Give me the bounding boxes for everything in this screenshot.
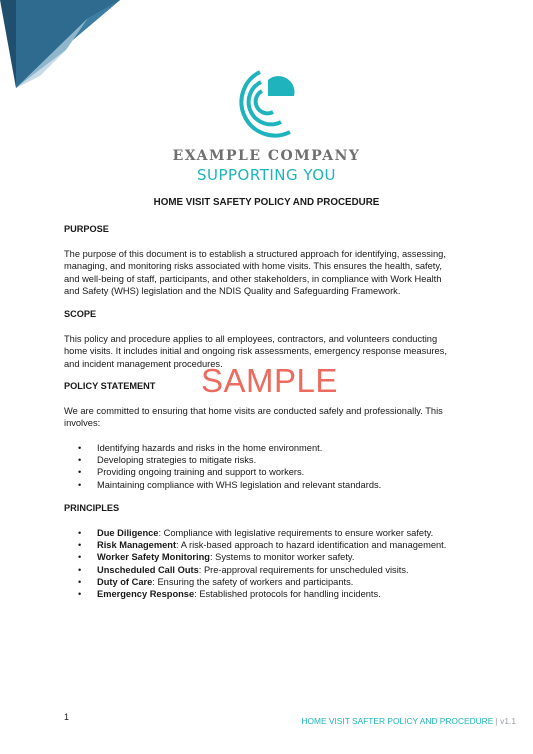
- company-tagline: SUPPORTING YOU: [196, 166, 337, 184]
- scope-line: and incident management procedures.: [64, 358, 223, 369]
- list-item: • Providing ongoing training and support to workers.: [64, 466, 484, 478]
- sample-watermark: SAMPLE: [201, 362, 338, 399]
- list-item: [64, 527, 484, 539]
- purpose-line: The purpose of this document is to establish a structured approach for identifying, assessing,: [64, 249, 446, 259]
- policy-line: involves:: [64, 418, 101, 429]
- list-item: [64, 539, 484, 551]
- scope-heading: SCOPE: [64, 309, 97, 319]
- footer-doc-title: HOME VISIT SAFTER POLICY AND PROCEDURE: [301, 716, 494, 726]
- purpose-line: managing, and monitoring risks associated with home visits. This ensures the health, safety,: [64, 261, 442, 272]
- list-item: [64, 564, 484, 576]
- concentric-arc-logo-icon: [234, 66, 298, 138]
- document-title: HOME VISIT SAFETY POLICY AND PROCEDURE: [153, 197, 380, 208]
- list-item: [64, 576, 484, 588]
- principles-heading: PRINCIPLES: [64, 503, 120, 513]
- principle-term: Worker Safety Monitoring: [97, 552, 210, 563]
- list-item: • Identifying hazards and risks in the home environment.: [64, 442, 484, 454]
- policy-line: We are committed to ensuring that home visits are conducted safely and professionally. This: [64, 406, 443, 416]
- principles-bullet-list: [64, 527, 484, 600]
- purpose-heading: PURPOSE: [64, 224, 109, 234]
- footer-title: [301, 716, 516, 726]
- principle-text: : Ensuring the safety of workers and participants.: [152, 576, 354, 587]
- policy-statement-paragraph: [64, 405, 469, 430]
- purpose-line: and well-being of staff, participants, and other stakeholders, in compliance with Work Health: [64, 273, 442, 284]
- purpose-paragraph: [64, 248, 469, 298]
- policy-bullet-list: [64, 442, 484, 491]
- page-number: 1: [64, 712, 70, 722]
- principle-text: : Compliance with legislative requirements to ensure worker safety.: [158, 528, 434, 538]
- principle-term: Risk Management: [97, 540, 177, 551]
- policy-statement-heading: POLICY STATEMENT: [64, 381, 156, 391]
- principle-text: : Established protocols for handling incidents.: [194, 589, 381, 600]
- list-item: [64, 588, 484, 600]
- principle-term: Emergency Response: [97, 589, 195, 600]
- footer-version: v1.1: [500, 716, 516, 726]
- principle-term: Due Diligence: [97, 528, 159, 538]
- list-item: • Developing strategies to mitigate risks.: [64, 454, 484, 466]
- principle-term: Unscheduled Call Outs: [97, 564, 199, 575]
- scope-line: This policy and procedure applies to all employees, contractors, and volunteers conducting: [64, 334, 438, 344]
- list-item: • Maintaining compliance with WHS legislation and relevant standards.: [64, 479, 484, 491]
- principle-text: : Pre-approval requirements for unscheduled visits.: [198, 564, 409, 575]
- principle-text: : Systems to monitor worker safety.: [209, 552, 355, 563]
- purpose-line: and Safety (WHS) legislation and the NDIS Quality and Safeguarding Framework.: [64, 286, 401, 297]
- principle-text: : A risk-based approach to hazard identification and management.: [176, 540, 447, 551]
- scope-line: home visits. It includes initial and ongoing risk assessments, emergency response measures,: [64, 346, 447, 357]
- principle-term: Duty of Care: [97, 576, 153, 587]
- footer-separator: |: [495, 716, 498, 726]
- corner-decoration: [0, 0, 130, 95]
- company-name: EXAMPLE COMPANY: [172, 148, 361, 164]
- list-item: [64, 551, 484, 563]
